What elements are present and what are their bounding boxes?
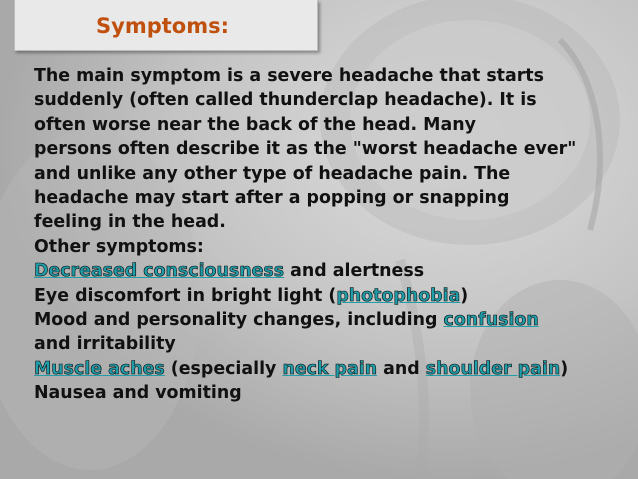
symptom-text: Eye discomfort in bright	[34, 285, 278, 306]
paragraph-line: feeling in the head.	[34, 212, 226, 233]
paragraph-line: The main symptom is a severe headache that starts	[34, 66, 544, 86]
symptom-text: and alertness	[284, 261, 425, 282]
confusion-link[interactable]: confusion	[443, 310, 539, 331]
symptom-text: Mood and personality changes, including	[34, 310, 444, 331]
symptom-text: )	[460, 285, 469, 306]
symptom-nausea: Nausea and vomiting	[34, 383, 242, 404]
symptom-text: and	[377, 358, 426, 379]
symptom-eye-discomfort	[34, 284, 634, 308]
paragraph-line: persons often describe it as the "worst headache ever"	[34, 139, 577, 160]
decreased-consciousness-link[interactable]: Decreased consciousness	[34, 261, 285, 282]
symptom-text: (especially	[164, 358, 283, 379]
symptom-muscle-aches	[34, 357, 634, 381]
light-emphasis: light (	[277, 285, 337, 306]
paragraph-line: headache may start after a popping or snapping	[34, 188, 510, 209]
paragraph-line: often worse near the back of the head. Many	[34, 114, 476, 135]
paragraph-line: suddenly (often called thunderclap headache). It is	[34, 90, 537, 111]
other-symptoms-heading: Other symptoms:	[34, 236, 204, 257]
shoulder-pain-link[interactable]: shoulder pain	[425, 358, 561, 379]
symptom-mood-changes	[34, 308, 634, 332]
muscle-aches-link[interactable]: Muscle aches	[34, 358, 165, 379]
symptom-irritability: and irritability	[34, 334, 176, 355]
slide-title: Symptoms:	[96, 14, 229, 38]
symptom-text: )	[560, 358, 569, 379]
neck-pain-link[interactable]: neck pain	[282, 358, 378, 379]
symptom-decreased-consciousness	[34, 259, 634, 283]
paragraph-line: and unlike any other type of headache pain. The	[34, 163, 511, 184]
photophobia-link[interactable]: photophobia	[336, 285, 461, 306]
slide-body	[34, 64, 634, 406]
